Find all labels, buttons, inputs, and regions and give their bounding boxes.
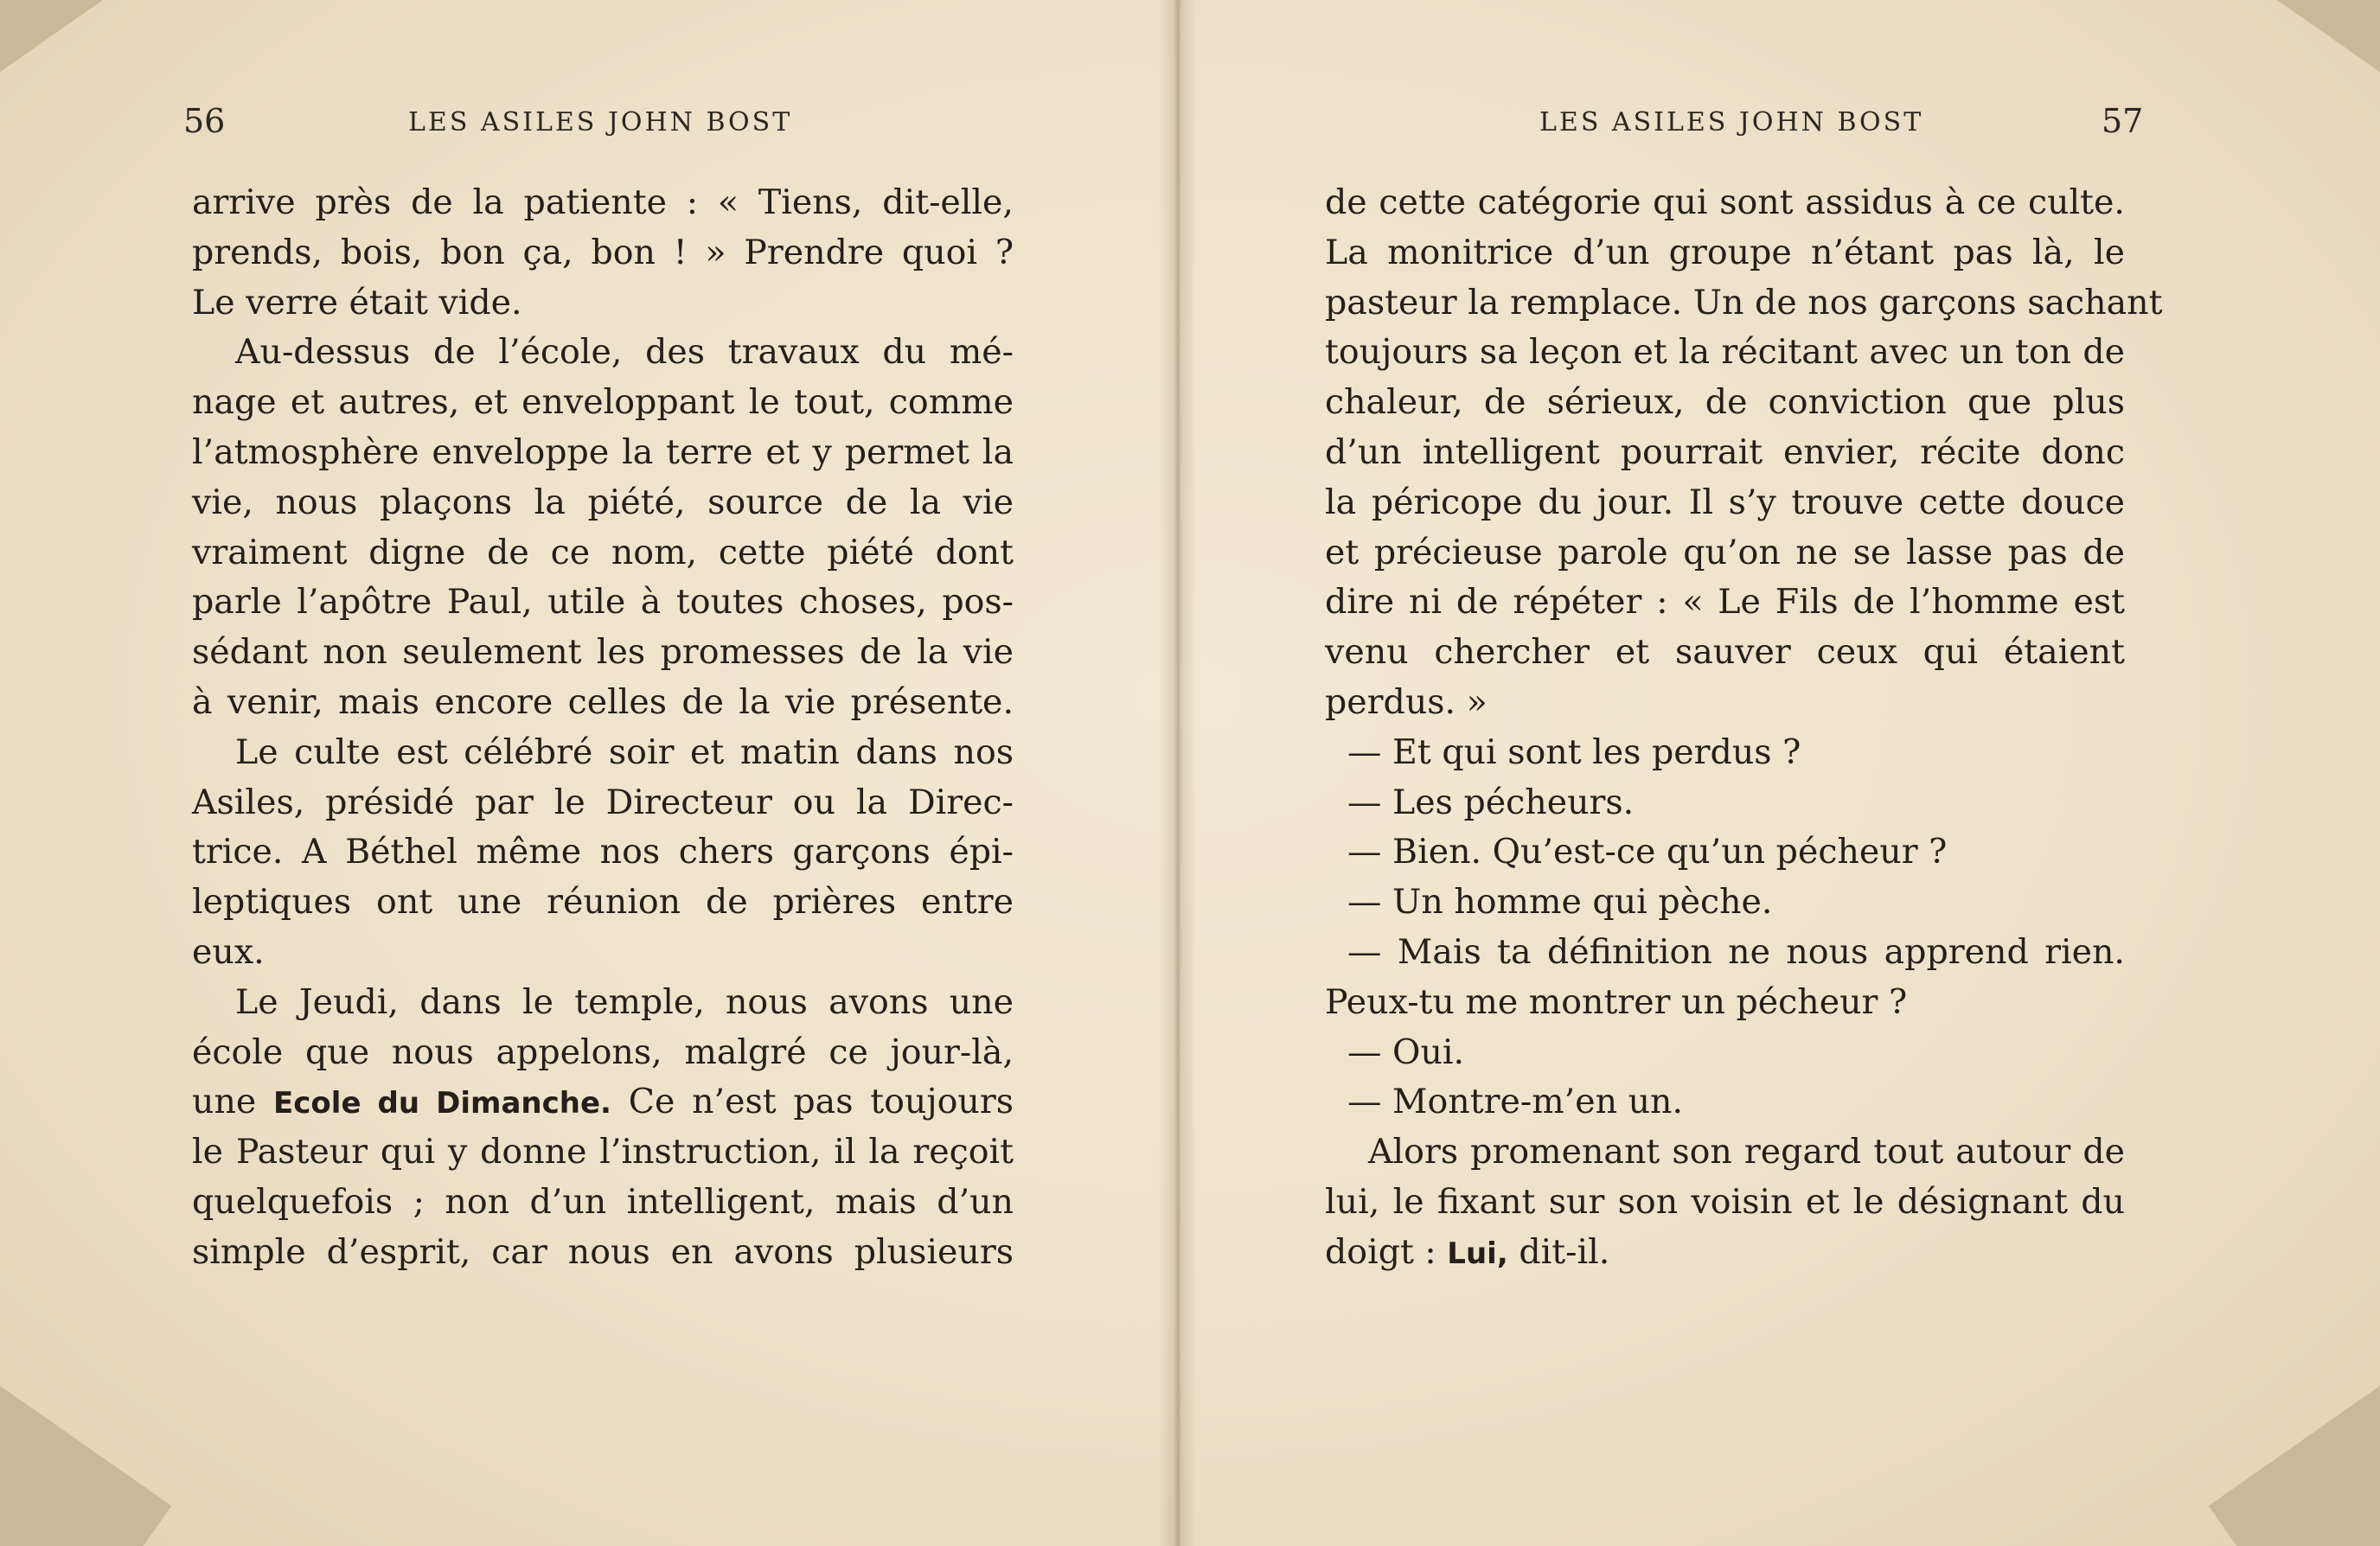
text-line: Le culte est célébré soir et matin dans nos bbox=[235, 731, 1014, 772]
bold-term: Ecole du Dimanche. bbox=[273, 1086, 611, 1121]
text-line: La monitrice d’un groupe n’étant pas là, le bbox=[1325, 232, 2125, 272]
text-line: venu chercher et sauver ceux qui étaient bbox=[1325, 632, 2125, 673]
bold-term: Lui, bbox=[1447, 1236, 1508, 1271]
text-line: parle l’apôtre Paul, utile à toutes choses, pos- bbox=[192, 582, 1014, 623]
text-line: dire ni de répéter : « Le Fils de l’homme est bbox=[1325, 582, 2125, 623]
text-line: à venir, mais encore celles de la vie présente. bbox=[192, 681, 1014, 722]
text-line: quelquefois ; non d’un intelligent, mais d’un bbox=[192, 1181, 1014, 1222]
dialogue-line: — Un homme qui pèche. bbox=[1347, 882, 1773, 923]
dialogue-line: — Et qui sont les perdus ? bbox=[1347, 731, 1801, 772]
text-line: lui, le fixant sur son voisin et le désignant du bbox=[1325, 1181, 2125, 1222]
text-line: trice. A Béthel même nos chers garçons épi- bbox=[192, 832, 1014, 872]
text-line: prends, bois, bon ça, bon ! » Prendre quoi ? bbox=[192, 232, 1014, 272]
text-line: Peux-tu me montrer un pécheur ? bbox=[1325, 981, 1908, 1022]
text-line: pasteur la remplace. Un de nos garçons sachant bbox=[1325, 282, 2163, 323]
running-head: LES ASILES JOHN BOST bbox=[408, 107, 793, 137]
text-line bbox=[1325, 1228, 2125, 1278]
right-page bbox=[1185, 0, 2358, 1546]
dialogue-line: — Bien. Qu’est-ce qu’un pécheur ? bbox=[1347, 832, 1948, 872]
text-line: Alors promenant son regard tout autour de bbox=[1368, 1132, 2125, 1172]
text-line: Le Jeudi, dans le temple, nous avons une bbox=[235, 981, 1014, 1022]
text-line: l’atmosphère enveloppe la terre et y permet la bbox=[192, 431, 1014, 472]
dialogue-line: — Les pécheurs. bbox=[1347, 782, 1635, 822]
text-line: et précieuse parole qu’on ne se lasse pas de bbox=[1325, 532, 2125, 572]
text-fragment: Ce n’est pas toujours bbox=[628, 1082, 1014, 1122]
text-line: vraiment digne de ce nom, cette piété dont bbox=[192, 532, 1014, 572]
text-line bbox=[192, 1077, 1014, 1128]
text-line: nage et autres, et enveloppant le tout, comme bbox=[192, 382, 1014, 423]
text-line: école que nous appelons, malgré ce jour-là, bbox=[192, 1032, 1014, 1072]
text-line: Au-dessus de l’école, des travaux du mé- bbox=[235, 332, 1014, 373]
text-line: chaleur, de sérieux, de conviction que plus bbox=[1325, 382, 2125, 423]
left-page bbox=[0, 0, 1173, 1546]
text-line: de cette catégorie qui sont assidus à ce culte. bbox=[1325, 182, 2125, 222]
text-line: toujours sa leçon et la récitant avec un ton de bbox=[1325, 332, 2125, 373]
text-line: vie, nous plaçons la piété, source de la vie bbox=[192, 482, 1014, 522]
dialogue-line: — Montre-m’en un. bbox=[1347, 1082, 1684, 1122]
page-number: 57 bbox=[2102, 102, 2144, 140]
text-line: simple d’esprit, car nous en avons plusieurs bbox=[192, 1231, 1014, 1272]
text-line: leptiques ont une réunion de prières entre bbox=[192, 882, 1014, 923]
text-line: arrive près de la patiente : « Tiens, dit-elle, bbox=[192, 182, 1014, 222]
text-fragment: dit-il. bbox=[1519, 1231, 1610, 1272]
dialogue-line: — Oui. bbox=[1347, 1032, 1465, 1072]
page-number: 56 bbox=[183, 102, 226, 140]
text-fragment: une bbox=[192, 1082, 257, 1122]
text-line: Asiles, présidé par le Directeur ou la Direc- bbox=[192, 782, 1014, 822]
text-line: la péricope du jour. Il s’y trouve cette douce bbox=[1325, 482, 2125, 522]
text-line: perdus. » bbox=[1325, 681, 1488, 722]
text-line: Le verre était vide. bbox=[192, 282, 522, 323]
text-line: d’un intelligent pourrait envier, récite donc bbox=[1325, 431, 2125, 472]
page-text bbox=[192, 178, 1014, 1278]
text-fragment: doigt : bbox=[1325, 1231, 1436, 1272]
text-line: le Pasteur qui y donne l’instruction, il la reçoit bbox=[192, 1132, 1014, 1172]
text-line: eux. bbox=[192, 931, 265, 972]
text-line: sédant non seulement les promesses de la vie bbox=[192, 632, 1014, 673]
dialogue-line: — Mais ta définition ne nous apprend rien. bbox=[1347, 931, 2125, 972]
running-head: LES ASILES JOHN BOST bbox=[1539, 107, 1924, 137]
page-text bbox=[1325, 178, 2163, 1278]
